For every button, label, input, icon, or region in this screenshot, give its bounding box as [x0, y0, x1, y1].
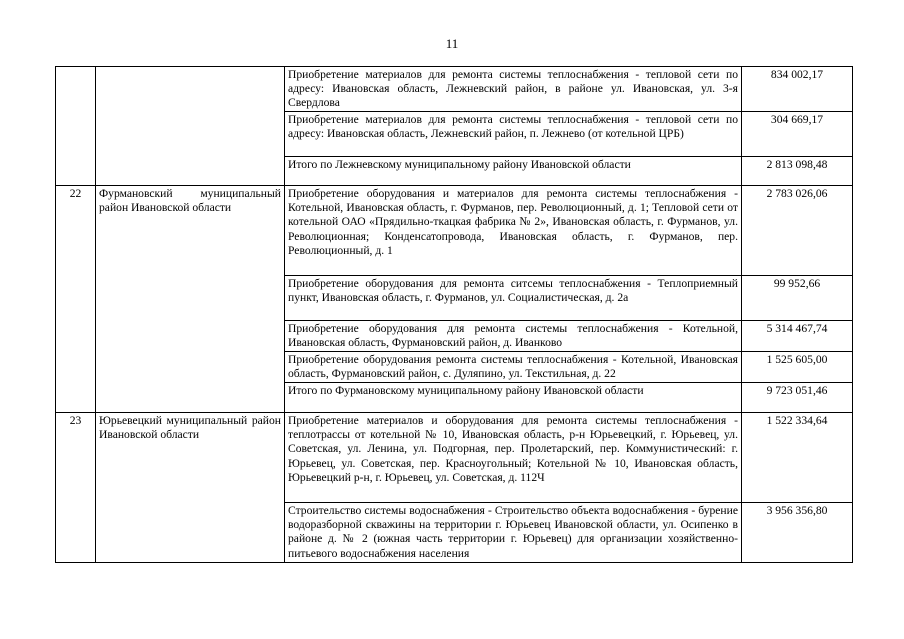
table-row [56, 186, 853, 276]
description-cell: Приобретение оборудования ремонта системы теплоснабжения - Котельной, Ивановская область, Фурмановский район, с. Дуляпино, ул. Текстильная, д. 22 [285, 352, 742, 383]
amount-cell: 1 525 605,00 [742, 352, 853, 383]
municipality-cell: Юрьевецкий муниципальный район Ивановской области [96, 413, 285, 563]
row-number-cell: 23 [56, 413, 96, 563]
amount-cell: 304 669,17 [742, 112, 853, 157]
description-cell: Приобретение оборудования для ремонта системы теплоснабжения - Котельной, Ивановская область, Фурмановский район, д. Иванково [285, 321, 742, 352]
table-row [56, 67, 853, 112]
total-label: Итого по Фурмановскому муниципальному району Ивановской области [285, 383, 742, 413]
description-cell: Приобретение оборудования и материалов для ремонта системы теплоснабжения - Котельной, Ивановская область, г. Фурманов, пер. Революционный, д. 1; Тепловой сети от котельной ОАО «Прядильно-ткацкая фабрика № 2», Ивановская область, г. Фурманов, ул. Революционная; Конденсатопровода, Ивановская область, г. Фурманов, пер. Революционный, д. 1 [285, 186, 742, 276]
description-cell: Приобретение материалов и оборудования для ремонта системы теплоснабжения - теплотрассы от котельной № 10, Ивановская область, р-н Юрьевецкий, г. Юрьевец, ул. Советская, ул. Ленина, ул. Подгорная, пер. Пролетарский, пер. Коммунистический: г. Юрьевец, ул. Советская, пер. Красноугольный; Котельной № 10, Ивановская область, Юрьевецкий р-н, г. Юрьевец, ул. Советская, д. 112Ч [285, 413, 742, 503]
description-cell: Приобретение материалов для ремонта системы теплоснабжения - тепловой сети по адресу: Ивановская область, Лежневский район, в районе ул. Ивановская, ул. 3-я Свердлова [285, 67, 742, 112]
total-amount: 9 723 051,46 [742, 383, 853, 413]
page-number: 11 [445, 36, 459, 51]
amount-cell: 1 522 334,64 [742, 413, 853, 503]
municipality-cell [96, 67, 285, 186]
municipality-cell: Фурмановский муниципальный район Ивановской области [96, 186, 285, 413]
amount-cell: 3 956 356,80 [742, 503, 853, 563]
amount-cell: 834 002,17 [742, 67, 853, 112]
description-cell: Приобретение оборудования для ремонта ситсемы теплоснабжения - Теплоприемный пункт, Ивановская область, г. Фурманов, ул. Социалистическая, д. 2а [285, 276, 742, 321]
row-number-cell: 22 [56, 186, 96, 413]
description-cell: Строительство системы водоснабжения - Строительство объекта водоснабжения - бурение водоразборной скважины на территории г. Юрьевец Ивановской области, ул. Осипенко в районе д. № 2 (южная часть территории г. Юрьевец) для организации хозяйственно-питьевого водоснабжения населения [285, 503, 742, 563]
description-cell: Приобретение материалов для ремонта системы теплоснабжения - тепловой сети по адресу: Ивановская область, Лежневский район, п. Лежнево (от котельной ЦРБ) [285, 112, 742, 157]
row-number-cell [56, 67, 96, 186]
table-row [56, 413, 853, 503]
amount-cell: 5 314 467,74 [742, 321, 853, 352]
amount-cell: 99 952,66 [742, 276, 853, 321]
amount-cell: 2 783 026,06 [742, 186, 853, 276]
total-amount: 2 813 098,48 [742, 157, 853, 186]
total-label: Итого по Лежневскому муниципальному району Ивановской области [285, 157, 742, 186]
budget-table [55, 66, 853, 563]
